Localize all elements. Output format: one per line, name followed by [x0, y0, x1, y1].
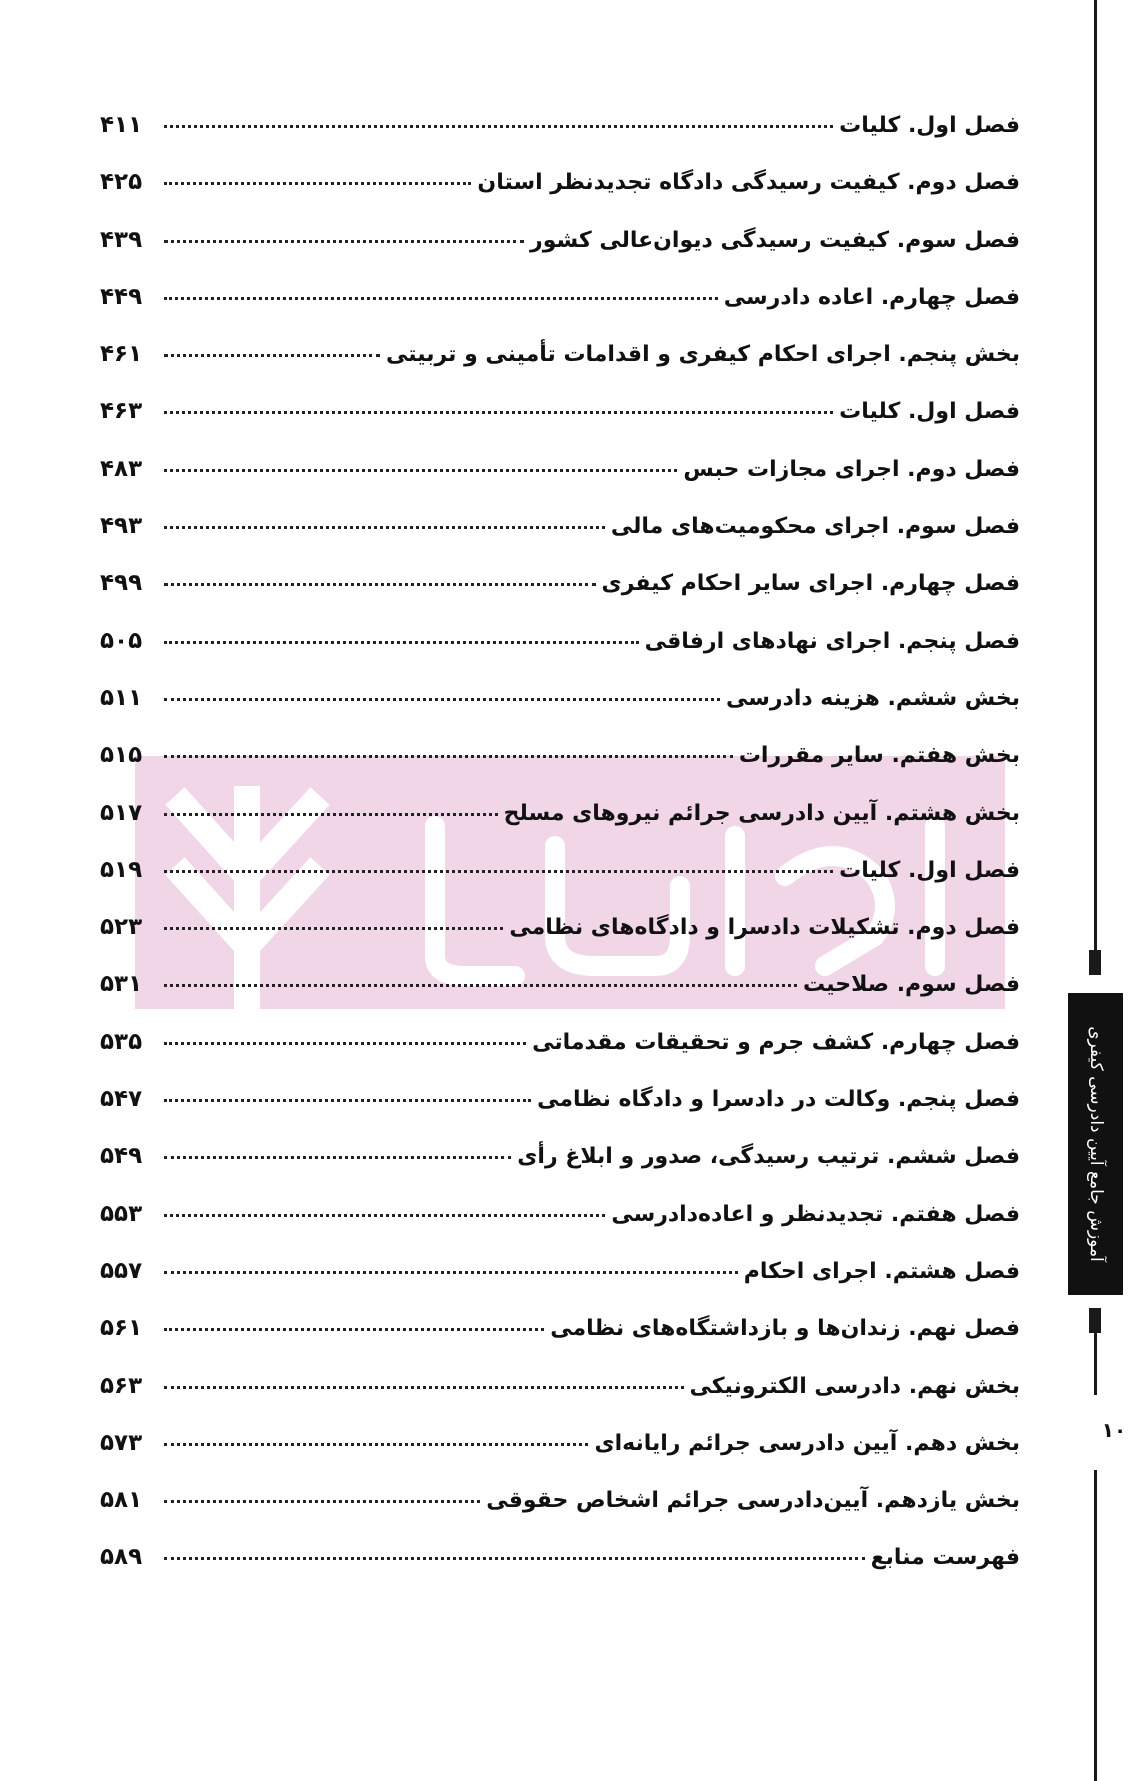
- toc-entry-title: فصل دوم. تشکیلات دادسرا و دادگاه‌های نظامی: [509, 915, 1020, 941]
- edge-rule-top: [1094, 0, 1097, 950]
- toc-entry: [100, 1430, 1020, 1487]
- toc-entry-page-number: ۵۸۹: [100, 1544, 143, 1571]
- toc-entry-page-number: ۵۱۵: [100, 742, 143, 769]
- toc-dot-leader: [164, 182, 471, 185]
- toc-entry: [100, 1029, 1020, 1086]
- toc-entry-page-number: ۴۴۹: [100, 283, 143, 310]
- toc-entry-title: بخش دهم. آیین دادرسی جرائم رایانه‌ای: [594, 1430, 1020, 1456]
- toc-entry-title: فصل چهارم. کشف جرم و تحقیقات مقدماتی: [532, 1029, 1020, 1055]
- toc-entry: [100, 1487, 1020, 1544]
- table-of-contents: [100, 112, 1020, 1602]
- edge-rule-bottom: [1094, 1470, 1097, 1781]
- edge-rule-middle: [1094, 1333, 1097, 1395]
- toc-entry: [100, 857, 1020, 914]
- toc-dot-leader: [164, 526, 605, 529]
- toc-entry-title: فصل دوم. اجرای مجازات حبس: [683, 456, 1020, 482]
- toc-entry-page-number: ۴۳۹: [100, 226, 143, 253]
- edge-marker-top: [1089, 950, 1101, 975]
- toc-entry-page-number: ۵۳۵: [100, 1028, 143, 1055]
- toc-dot-leader: [164, 870, 833, 873]
- toc-entry-title: فصل نهم. زندان‌ها و بازداشتگاه‌های نظامی: [550, 1316, 1020, 1342]
- toc-entry-page-number: ۴۶۱: [100, 341, 143, 368]
- toc-entry-page-number: ۴۲۵: [100, 169, 143, 196]
- toc-entry-page-number: ۵۱۹: [100, 856, 143, 883]
- toc-entry-page-number: ۵۰۵: [100, 627, 143, 654]
- toc-dot-leader: [164, 813, 498, 816]
- toc-entry-page-number: ۵۶۱: [100, 1315, 143, 1342]
- toc-entry-title: فهرست منابع: [870, 1545, 1020, 1571]
- toc-entry-title: فصل سوم. صلاحیت: [802, 972, 1020, 998]
- toc-entry: [100, 800, 1020, 857]
- toc-entry-page-number: ۵۴۷: [100, 1086, 143, 1113]
- toc-entry: [100, 513, 1020, 570]
- toc-dot-leader: [164, 1271, 738, 1274]
- toc-entry-title: فصل دوم. کیفیت رسیدگی دادگاه تجدیدنظر استان: [477, 170, 1020, 196]
- toc-entry-title: بخش هشتم. آیین دادرسی جرائم نیروهای مسلح: [503, 800, 1020, 826]
- toc-entry-page-number: ۵۳۱: [100, 971, 143, 998]
- toc-dot-leader: [164, 984, 797, 987]
- toc-entry: [100, 341, 1020, 398]
- toc-dot-leader: [164, 297, 718, 300]
- toc-entry-page-number: ۵۱۱: [100, 684, 143, 711]
- side-tab-book-title: [1068, 993, 1123, 1295]
- toc-entry: [100, 570, 1020, 627]
- toc-entry-title: فصل اول. کلیات: [839, 113, 1020, 138]
- toc-entry-page-number: ۴۹۳: [100, 513, 143, 540]
- toc-entry-title: بخش هفتم. سایر مقررات: [738, 743, 1020, 769]
- toc-entry-page-number: ۵۴۹: [100, 1143, 143, 1170]
- toc-entry-page-number: ۴۶۳: [100, 398, 143, 425]
- toc-entry-title: فصل چهارم. اجرای سایر احکام کیفری: [601, 571, 1020, 597]
- toc-dot-leader: [164, 698, 720, 701]
- toc-entry-title: فصل پنجم. اجرای نهادهای ارفاقی: [644, 628, 1020, 654]
- toc-dot-leader: [164, 927, 503, 930]
- toc-entry-title: فصل چهارم. اعاده دادرسی: [723, 284, 1020, 310]
- toc-dot-leader: [164, 1042, 526, 1045]
- toc-dot-leader: [164, 1557, 865, 1560]
- toc-entry: [100, 685, 1020, 742]
- toc-dot-leader: [164, 469, 677, 472]
- toc-entry-page-number: ۵۵۳: [100, 1200, 143, 1227]
- page-number: ۱۰: [1101, 1418, 1127, 1442]
- toc-entry: [100, 742, 1020, 799]
- toc-entry-title: بخش پنجم. اجرای احکام کیفری و اقدامات تأمینی و تربیتی: [386, 342, 1020, 368]
- toc-entry: [100, 1373, 1020, 1430]
- toc-entry-page-number: ۵۶۳: [100, 1372, 143, 1399]
- toc-entry-page-number: ۵۷۳: [100, 1429, 143, 1456]
- toc-dot-leader: [164, 354, 380, 357]
- toc-dot-leader: [164, 1328, 544, 1331]
- toc-entry: [100, 284, 1020, 341]
- toc-entry-page-number: ۴۸۳: [100, 455, 143, 482]
- edge-marker-bottom: [1089, 1308, 1101, 1333]
- toc-dot-leader: [164, 411, 833, 414]
- toc-dot-leader: [164, 1214, 605, 1217]
- toc-entry-title: فصل اول. کلیات: [839, 399, 1020, 425]
- toc-dot-leader: [164, 125, 833, 128]
- toc-entry: [100, 1315, 1020, 1372]
- toc-entry: [100, 971, 1020, 1028]
- toc-entry: [100, 914, 1020, 971]
- toc-dot-leader: [164, 1443, 588, 1446]
- toc-entry: [100, 628, 1020, 685]
- toc-entry: [100, 1086, 1020, 1143]
- toc-dot-leader: [164, 583, 596, 586]
- toc-entry-title: فصل هفتم. تجدیدنظر و اعاده‌دادرسی: [611, 1201, 1020, 1227]
- toc-dot-leader: [164, 1386, 684, 1389]
- toc-entry-title: فصل اول. کلیات: [839, 857, 1020, 883]
- toc-entry: [100, 456, 1020, 513]
- toc-dot-leader: [164, 641, 639, 644]
- toc-entry-title: بخش یازدهم. آیین‌دادرسی جرائم اشخاص حقوقی: [486, 1488, 1020, 1514]
- toc-entry: [100, 1143, 1020, 1200]
- toc-entry: [100, 112, 1020, 169]
- toc-entry-page-number: ۵۵۷: [100, 1257, 143, 1284]
- toc-entry: [100, 169, 1020, 226]
- toc-entry: [100, 1201, 1020, 1258]
- toc-dot-leader: [164, 755, 733, 758]
- toc-dot-leader: [164, 1500, 480, 1503]
- toc-entry-page-number: ۴۹۹: [100, 570, 143, 597]
- toc-entry-title: فصل ششم. ترتیب رسیدگی، صدور و ابلاغ رأی: [517, 1144, 1020, 1170]
- toc-dot-leader: [164, 1099, 531, 1102]
- toc-entry-page-number: ۵۸۱: [100, 1487, 143, 1514]
- toc-entry-title: بخش نهم. دادرسی الکترونیکی: [689, 1373, 1020, 1399]
- toc-entry-title: فصل سوم. اجرای محکومیت‌های مالی: [610, 514, 1020, 540]
- toc-entry-title: فصل سوم. کیفیت رسیدگی دیوان‌عالی کشور: [530, 227, 1020, 253]
- toc-entry: [100, 1544, 1020, 1601]
- toc-entry-page-number: ۴۱۱: [100, 112, 143, 138]
- side-tab-text: آموزش جامع آیین دادرسی کیفری: [1085, 1026, 1106, 1262]
- toc-entry-page-number: ۵۲۳: [100, 914, 143, 941]
- toc-entry-title: فصل هشتم. اجرای احکام: [743, 1258, 1020, 1284]
- toc-dot-leader: [164, 240, 524, 243]
- toc-entry: [100, 1258, 1020, 1315]
- toc-entry-title: فصل پنجم. وکالت در دادسرا و دادگاه نظامی: [537, 1087, 1020, 1113]
- toc-dot-leader: [164, 1156, 511, 1159]
- toc-entry-title: بخش ششم. هزینه دادرسی: [725, 685, 1020, 711]
- toc-entry: [100, 227, 1020, 284]
- toc-entry-page-number: ۵۱۷: [100, 799, 143, 826]
- toc-entry: [100, 398, 1020, 455]
